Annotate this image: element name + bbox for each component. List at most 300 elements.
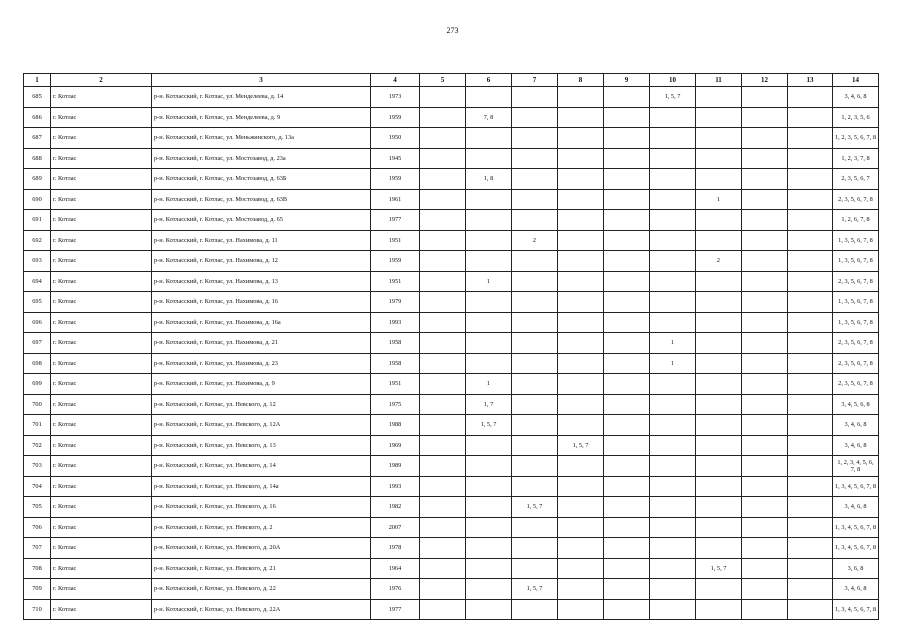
col5-cell (420, 333, 466, 354)
col13-cell (788, 128, 833, 149)
year-cell: 1993 (371, 312, 420, 333)
col7-cell (512, 333, 558, 354)
col8-cell (558, 169, 604, 190)
col12-cell (742, 169, 788, 190)
col11-cell (696, 353, 742, 374)
col14-cell: 1, 2, 3, 4, 5, 6, 7, 8 (833, 456, 879, 477)
col8-cell (558, 476, 604, 497)
col13-cell (788, 333, 833, 354)
col6-cell (466, 558, 512, 579)
table-row (24, 128, 879, 149)
col10-cell (650, 189, 696, 210)
col7-cell (512, 517, 558, 538)
col8-cell (558, 579, 604, 600)
col8-cell (558, 394, 604, 415)
column-header: 14 (833, 74, 879, 87)
col8-cell: 1, 5, 7 (558, 435, 604, 456)
city-cell: г. Котлас (51, 333, 152, 354)
col8-cell (558, 538, 604, 559)
col7-cell (512, 599, 558, 620)
col13-cell (788, 271, 833, 292)
col11-cell (696, 599, 742, 620)
table-row (24, 87, 879, 108)
col12-cell (742, 271, 788, 292)
column-header: 2 (51, 74, 152, 87)
col6-cell (466, 538, 512, 559)
table-row (24, 456, 879, 477)
col14-cell: 2, 3, 5, 6, 7, 8 (833, 353, 879, 374)
col14-cell: 2, 3, 5, 6, 7, 8 (833, 189, 879, 210)
col5-cell (420, 128, 466, 149)
col8-cell (558, 599, 604, 620)
city-cell: г. Котлас (51, 517, 152, 538)
address-cell: р-н. Котласский, г. Котлас, ул. Невского, д. 12 (152, 394, 371, 415)
column-header: 7 (512, 74, 558, 87)
col14-cell: 1, 2, 3, 7, 8 (833, 148, 879, 169)
col13-cell (788, 312, 833, 333)
col12-cell (742, 353, 788, 374)
col8-cell (558, 456, 604, 477)
col7-cell (512, 394, 558, 415)
col6-cell: 7, 8 (466, 107, 512, 128)
table-row (24, 374, 879, 395)
col14-cell: 3, 4, 6, 8 (833, 415, 879, 436)
col13-cell (788, 456, 833, 477)
row-number-cell: 686 (24, 107, 51, 128)
col12-cell (742, 394, 788, 415)
city-cell: г. Котлас (51, 189, 152, 210)
col9-cell (604, 271, 650, 292)
col14-cell: 2, 3, 5, 6, 7 (833, 169, 879, 190)
col11-cell (696, 415, 742, 436)
column-header: 11 (696, 74, 742, 87)
row-number-cell: 693 (24, 251, 51, 272)
col14-cell: 1, 3, 5, 6, 7, 8 (833, 312, 879, 333)
table-row (24, 271, 879, 292)
col7-cell (512, 456, 558, 477)
col7-cell (512, 538, 558, 559)
row-number-cell: 699 (24, 374, 51, 395)
col11-cell (696, 374, 742, 395)
col9-cell (604, 107, 650, 128)
table-body (24, 87, 879, 620)
col7-cell (512, 415, 558, 436)
year-cell: 1964 (371, 558, 420, 579)
col9-cell (604, 456, 650, 477)
address-cell: р-н. Котласский, г. Котлас, ул. Нахимова, д. 21 (152, 333, 371, 354)
col6-cell: 1, 8 (466, 169, 512, 190)
col6-cell (466, 189, 512, 210)
col6-cell (466, 353, 512, 374)
city-cell: г. Котлас (51, 128, 152, 149)
col14-cell: 1, 2, 3, 5, 6 (833, 107, 879, 128)
col5-cell (420, 374, 466, 395)
year-cell: 1950 (371, 128, 420, 149)
address-cell: р-н. Котласский, г. Котлас, ул. Нахимова, д. 16а (152, 312, 371, 333)
col13-cell (788, 415, 833, 436)
col5-cell (420, 210, 466, 231)
col10-cell (650, 558, 696, 579)
col13-cell (788, 230, 833, 251)
col7-cell (512, 271, 558, 292)
city-cell: г. Котлас (51, 456, 152, 477)
col11-cell (696, 333, 742, 354)
address-cell: р-н. Котласский, г. Котлас, ул. Нахимова, д. 23 (152, 353, 371, 374)
col11-cell (696, 579, 742, 600)
city-cell: г. Котлас (51, 107, 152, 128)
row-number-cell: 707 (24, 538, 51, 559)
col12-cell (742, 538, 788, 559)
row-number-cell: 694 (24, 271, 51, 292)
col10-cell: 1 (650, 333, 696, 354)
row-number-cell: 705 (24, 497, 51, 518)
col14-cell: 1, 3, 4, 5, 6, 7, 8 (833, 476, 879, 497)
col8-cell (558, 271, 604, 292)
col10-cell (650, 415, 696, 436)
table-row (24, 210, 879, 231)
col13-cell (788, 169, 833, 190)
col14-cell: 1, 2, 6, 7, 8 (833, 210, 879, 231)
year-cell: 1959 (371, 251, 420, 272)
col8-cell (558, 558, 604, 579)
table-row (24, 538, 879, 559)
table-row (24, 599, 879, 620)
col10-cell (650, 271, 696, 292)
col9-cell (604, 210, 650, 231)
col13-cell (788, 497, 833, 518)
col7-cell (512, 87, 558, 108)
year-cell: 1975 (371, 394, 420, 415)
address-cell: р-н. Котласский, г. Котлас, ул. Мостозавод, д. 65 (152, 210, 371, 231)
row-number-cell: 710 (24, 599, 51, 620)
col11-cell (696, 435, 742, 456)
col8-cell (558, 374, 604, 395)
col7-cell (512, 189, 558, 210)
city-cell: г. Котлас (51, 230, 152, 251)
col8-cell (558, 497, 604, 518)
address-cell: р-н. Котласский, г. Котлас, ул. Невского, д. 22А (152, 599, 371, 620)
col10-cell (650, 128, 696, 149)
row-number-cell: 690 (24, 189, 51, 210)
col14-cell: 3, 6, 8 (833, 558, 879, 579)
address-cell: р-н. Котласский, г. Котлас, ул. Невского, д. 2 (152, 517, 371, 538)
col14-cell: 3, 4, 6, 8 (833, 579, 879, 600)
row-number-cell: 709 (24, 579, 51, 600)
col10-cell (650, 292, 696, 313)
year-cell: 1988 (371, 415, 420, 436)
col11-cell (696, 169, 742, 190)
year-cell: 1959 (371, 169, 420, 190)
col5-cell (420, 312, 466, 333)
row-number-cell: 691 (24, 210, 51, 231)
col6-cell (466, 497, 512, 518)
col10-cell (650, 517, 696, 538)
city-cell: г. Котлас (51, 87, 152, 108)
col11-cell (696, 271, 742, 292)
address-cell: р-н. Котласский, г. Котлас, ул. Нахимова, д. 13 (152, 271, 371, 292)
city-cell: г. Котлас (51, 558, 152, 579)
col10-cell (650, 374, 696, 395)
column-header: 5 (420, 74, 466, 87)
city-cell: г. Котлас (51, 599, 152, 620)
col13-cell (788, 435, 833, 456)
column-header: 8 (558, 74, 604, 87)
year-cell: 1978 (371, 538, 420, 559)
col8-cell (558, 230, 604, 251)
col11-cell (696, 312, 742, 333)
col5-cell (420, 538, 466, 559)
col14-cell: 1, 3, 4, 5, 6, 7, 8 (833, 599, 879, 620)
col10-cell (650, 394, 696, 415)
col7-cell (512, 353, 558, 374)
col6-cell (466, 292, 512, 313)
col9-cell (604, 128, 650, 149)
city-cell: г. Котлас (51, 374, 152, 395)
city-cell: г. Котлас (51, 476, 152, 497)
col6-cell (466, 312, 512, 333)
col5-cell (420, 517, 466, 538)
row-number-cell: 701 (24, 415, 51, 436)
col5-cell (420, 189, 466, 210)
row-number-cell: 708 (24, 558, 51, 579)
row-number-cell: 696 (24, 312, 51, 333)
col12-cell (742, 497, 788, 518)
year-cell: 1982 (371, 497, 420, 518)
col6-cell (466, 476, 512, 497)
col7-cell (512, 128, 558, 149)
col14-cell: 1, 2, 3, 5, 6, 7, 8 (833, 128, 879, 149)
address-cell: р-н. Котласский, г. Котлас, ул. Нахимова, д. 9 (152, 374, 371, 395)
city-cell: г. Котлас (51, 435, 152, 456)
city-cell: г. Котлас (51, 271, 152, 292)
col14-cell: 3, 4, 5, 6, 8 (833, 394, 879, 415)
col13-cell (788, 107, 833, 128)
col6-cell: 1, 5, 7 (466, 415, 512, 436)
col5-cell (420, 230, 466, 251)
row-number-cell: 706 (24, 517, 51, 538)
col11-cell (696, 292, 742, 313)
row-number-cell: 700 (24, 394, 51, 415)
year-cell: 1951 (371, 271, 420, 292)
city-cell: г. Котлас (51, 394, 152, 415)
table-row (24, 251, 879, 272)
col7-cell (512, 169, 558, 190)
col5-cell (420, 415, 466, 436)
column-header: 3 (152, 74, 371, 87)
year-cell: 1976 (371, 579, 420, 600)
col11-cell (696, 497, 742, 518)
col12-cell (742, 374, 788, 395)
col10-cell (650, 435, 696, 456)
table-row (24, 517, 879, 538)
col7-cell: 1, 5, 7 (512, 497, 558, 518)
col12-cell (742, 251, 788, 272)
col6-cell (466, 251, 512, 272)
col11-cell (696, 456, 742, 477)
col12-cell (742, 517, 788, 538)
col14-cell: 3, 4, 6, 8 (833, 435, 879, 456)
col14-cell: 1, 3, 4, 5, 6, 7, 8 (833, 517, 879, 538)
col8-cell (558, 87, 604, 108)
row-number-cell: 687 (24, 128, 51, 149)
col5-cell (420, 251, 466, 272)
col9-cell (604, 292, 650, 313)
col6-cell (466, 517, 512, 538)
col11-cell: 1, 5, 7 (696, 558, 742, 579)
col5-cell (420, 394, 466, 415)
col9-cell (604, 435, 650, 456)
address-cell: р-н. Котласский, г. Котлас, ул. Невского, д. 21 (152, 558, 371, 579)
col10-cell (650, 312, 696, 333)
col5-cell (420, 435, 466, 456)
row-number-cell: 703 (24, 456, 51, 477)
table-row (24, 189, 879, 210)
year-cell: 1951 (371, 374, 420, 395)
col9-cell (604, 579, 650, 600)
city-cell: г. Котлас (51, 292, 152, 313)
col10-cell (650, 107, 696, 128)
col9-cell (604, 189, 650, 210)
col5-cell (420, 271, 466, 292)
row-number-cell: 702 (24, 435, 51, 456)
col11-cell (696, 538, 742, 559)
col14-cell: 1, 3, 5, 6, 7, 8 (833, 292, 879, 313)
col14-cell: 2, 3, 5, 6, 7, 8 (833, 374, 879, 395)
col5-cell (420, 456, 466, 477)
col5-cell (420, 87, 466, 108)
col7-cell (512, 292, 558, 313)
col12-cell (742, 579, 788, 600)
column-header: 1 (24, 74, 51, 87)
col8-cell (558, 353, 604, 374)
col7-cell: 1, 5, 7 (512, 579, 558, 600)
col14-cell: 1, 3, 4, 5, 6, 7, 8 (833, 538, 879, 559)
year-cell: 1993 (371, 476, 420, 497)
col13-cell (788, 394, 833, 415)
address-cell: р-н. Котласский, г. Котлас, ул. Мостозавод, д. 23а (152, 148, 371, 169)
col13-cell (788, 558, 833, 579)
col6-cell (466, 333, 512, 354)
col12-cell (742, 128, 788, 149)
col7-cell (512, 148, 558, 169)
col6-cell (466, 87, 512, 108)
col12-cell (742, 599, 788, 620)
col9-cell (604, 312, 650, 333)
row-number-cell: 689 (24, 169, 51, 190)
col5-cell (420, 579, 466, 600)
col14-cell: 3, 4, 6, 8 (833, 87, 879, 108)
col10-cell (650, 579, 696, 600)
table-row (24, 476, 879, 497)
row-number-cell: 697 (24, 333, 51, 354)
address-cell: р-н. Котласский, г. Котлас, ул. Невского, д. 22 (152, 579, 371, 600)
col11-cell (696, 394, 742, 415)
col12-cell (742, 189, 788, 210)
address-cell: р-н. Котласский, г. Котлас, ул. Невского, д. 16 (152, 497, 371, 518)
col11-cell (696, 148, 742, 169)
col5-cell (420, 148, 466, 169)
col6-cell (466, 128, 512, 149)
city-cell: г. Котлас (51, 210, 152, 231)
table-row (24, 579, 879, 600)
col8-cell (558, 189, 604, 210)
table-row (24, 558, 879, 579)
year-cell: 1979 (371, 292, 420, 313)
col12-cell (742, 107, 788, 128)
year-cell: 1969 (371, 435, 420, 456)
col10-cell (650, 599, 696, 620)
year-cell: 1977 (371, 210, 420, 231)
year-cell: 1973 (371, 87, 420, 108)
city-cell: г. Котлас (51, 251, 152, 272)
address-cell: р-н. Котласский, г. Котлас, ул. Меньжинского, д. 13а (152, 128, 371, 149)
col11-cell: 1 (696, 189, 742, 210)
column-header: 4 (371, 74, 420, 87)
col8-cell (558, 128, 604, 149)
col9-cell (604, 374, 650, 395)
address-cell: р-н. Котласский, г. Котлас, ул. Мостозавод, д. 63Б (152, 169, 371, 190)
col9-cell (604, 230, 650, 251)
col6-cell (466, 579, 512, 600)
col12-cell (742, 210, 788, 231)
col11-cell (696, 107, 742, 128)
col7-cell (512, 210, 558, 231)
col7-cell (512, 435, 558, 456)
col13-cell (788, 189, 833, 210)
address-cell: р-н. Котласский, г. Котлас, ул. Невского, д. 20А (152, 538, 371, 559)
col6-cell (466, 210, 512, 231)
col9-cell (604, 558, 650, 579)
col10-cell (650, 210, 696, 231)
city-cell: г. Котлас (51, 312, 152, 333)
city-cell: г. Котлас (51, 497, 152, 518)
col7-cell (512, 251, 558, 272)
col10-cell (650, 456, 696, 477)
col5-cell (420, 558, 466, 579)
page-number: 273 (446, 26, 459, 35)
col10-cell (650, 230, 696, 251)
address-cell: р-н. Котласский, г. Котлас, ул. Нахимова, д. 11 (152, 230, 371, 251)
column-header: 10 (650, 74, 696, 87)
col9-cell (604, 517, 650, 538)
table-row (24, 230, 879, 251)
col13-cell (788, 538, 833, 559)
table-row (24, 107, 879, 128)
col9-cell (604, 251, 650, 272)
address-cell: р-н. Котласский, г. Котлас, ул. Менделеева, д. 14 (152, 87, 371, 108)
address-cell: р-н. Котласский, г. Котлас, ул. Нахимова, д. 16 (152, 292, 371, 313)
col12-cell (742, 456, 788, 477)
table-row (24, 435, 879, 456)
year-cell: 2007 (371, 517, 420, 538)
col6-cell: 1, 7 (466, 394, 512, 415)
col5-cell (420, 599, 466, 620)
city-cell: г. Котлас (51, 538, 152, 559)
table-row (24, 353, 879, 374)
city-cell: г. Котлас (51, 353, 152, 374)
col13-cell (788, 599, 833, 620)
column-header: 12 (742, 74, 788, 87)
col13-cell (788, 210, 833, 231)
year-cell: 1958 (371, 333, 420, 354)
table-row (24, 292, 879, 313)
col14-cell: 1, 3, 5, 6, 7, 8 (833, 251, 879, 272)
col9-cell (604, 497, 650, 518)
address-cell: р-н. Котласский, г. Котлас, ул. Невского, д. 14 (152, 456, 371, 477)
col12-cell (742, 292, 788, 313)
col9-cell (604, 538, 650, 559)
table-row (24, 148, 879, 169)
